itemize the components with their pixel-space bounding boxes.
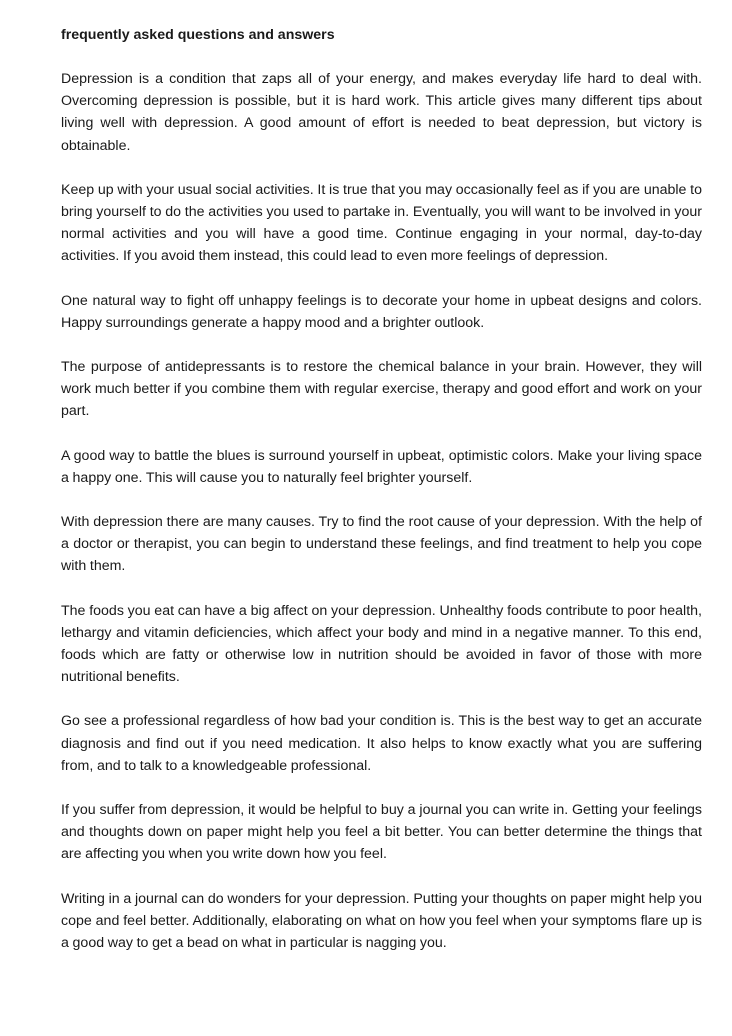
paragraph-social-activities: Keep up with your usual social activities. It is true that you may occasionally feel as if you are unable to bring yourself to do the activities you used to partake in. Eventually, you will want to be involved in your normal activities and you will have a good time. Continue engaging in your normal, day-to-day activities. If you avoid them instead, this could lead to even more feelings of depression. bbox=[61, 181, 702, 265]
paragraph-buy-journal: If you suffer from depression, it would be helpful to buy a journal you can write in. Getting your feelings and thoughts down on paper might help you feel a bit better. You can better determine the things that are affecting you when you write down how you feel. bbox=[61, 802, 702, 863]
paragraph-decorate-home: One natural way to fight off unhappy feelings is to decorate your home in upbeat designs and colors. Happy surroundings generate a happy mood and a brighter outlook. bbox=[61, 292, 702, 331]
paragraph-antidepressants: The purpose of antidepressants is to restore the chemical balance in your brain. However, they will work much better if you combine them with regular exercise, therapy and good effort and work on your part. bbox=[61, 359, 702, 420]
paragraph-foods: The foods you eat can have a big affect on your depression. Unhealthy foods contribute to poor health, lethargy and vitamin deficiencies, which affect your body and mind in a negative manner. To this end, foods which are fatty or otherwise low in nutrition should be avoided in favor of those with more nutritional benefits. bbox=[61, 602, 702, 686]
paragraph-intro: Depression is a condition that zaps all of your energy, and makes everyday life hard to deal with. Overcoming depression is possible, but it is hard work. This article gives many different tips about living well with depression. A good amount of effort is needed to beat depression, but victory is obtainable. bbox=[61, 71, 702, 154]
page-title: frequently asked questions and answers bbox=[61, 27, 335, 43]
document-body bbox=[61, 24, 702, 954]
paragraph-see-professional: Go see a professional regardless of how bad your condition is. This is the best way to get an accurate diagnosis and find out if you need medication. It also helps to know exactly what you are suffering from, and to talk to a knowledgeable professional. bbox=[61, 713, 702, 774]
paragraph-root-cause: With depression there are many causes. Try to find the root cause of your depression. With the help of a doctor or therapist, you can begin to understand these feelings, and find treatment to help you cope with them. bbox=[61, 514, 702, 575]
paragraph-upbeat-colors: A good way to battle the blues is surround yourself in upbeat, optimistic colors. Make your living space a happy one. This will cause you to naturally feel brighter yourself. bbox=[61, 447, 702, 486]
paragraph-writing-journal: Writing in a journal can do wonders for your depression. Putting your thoughts on paper might help you cope and feel better. Additionally, elaborating on what on how you feel when your symptoms flare up is a good way to get a bead on what in particular is nagging you. bbox=[61, 890, 702, 952]
